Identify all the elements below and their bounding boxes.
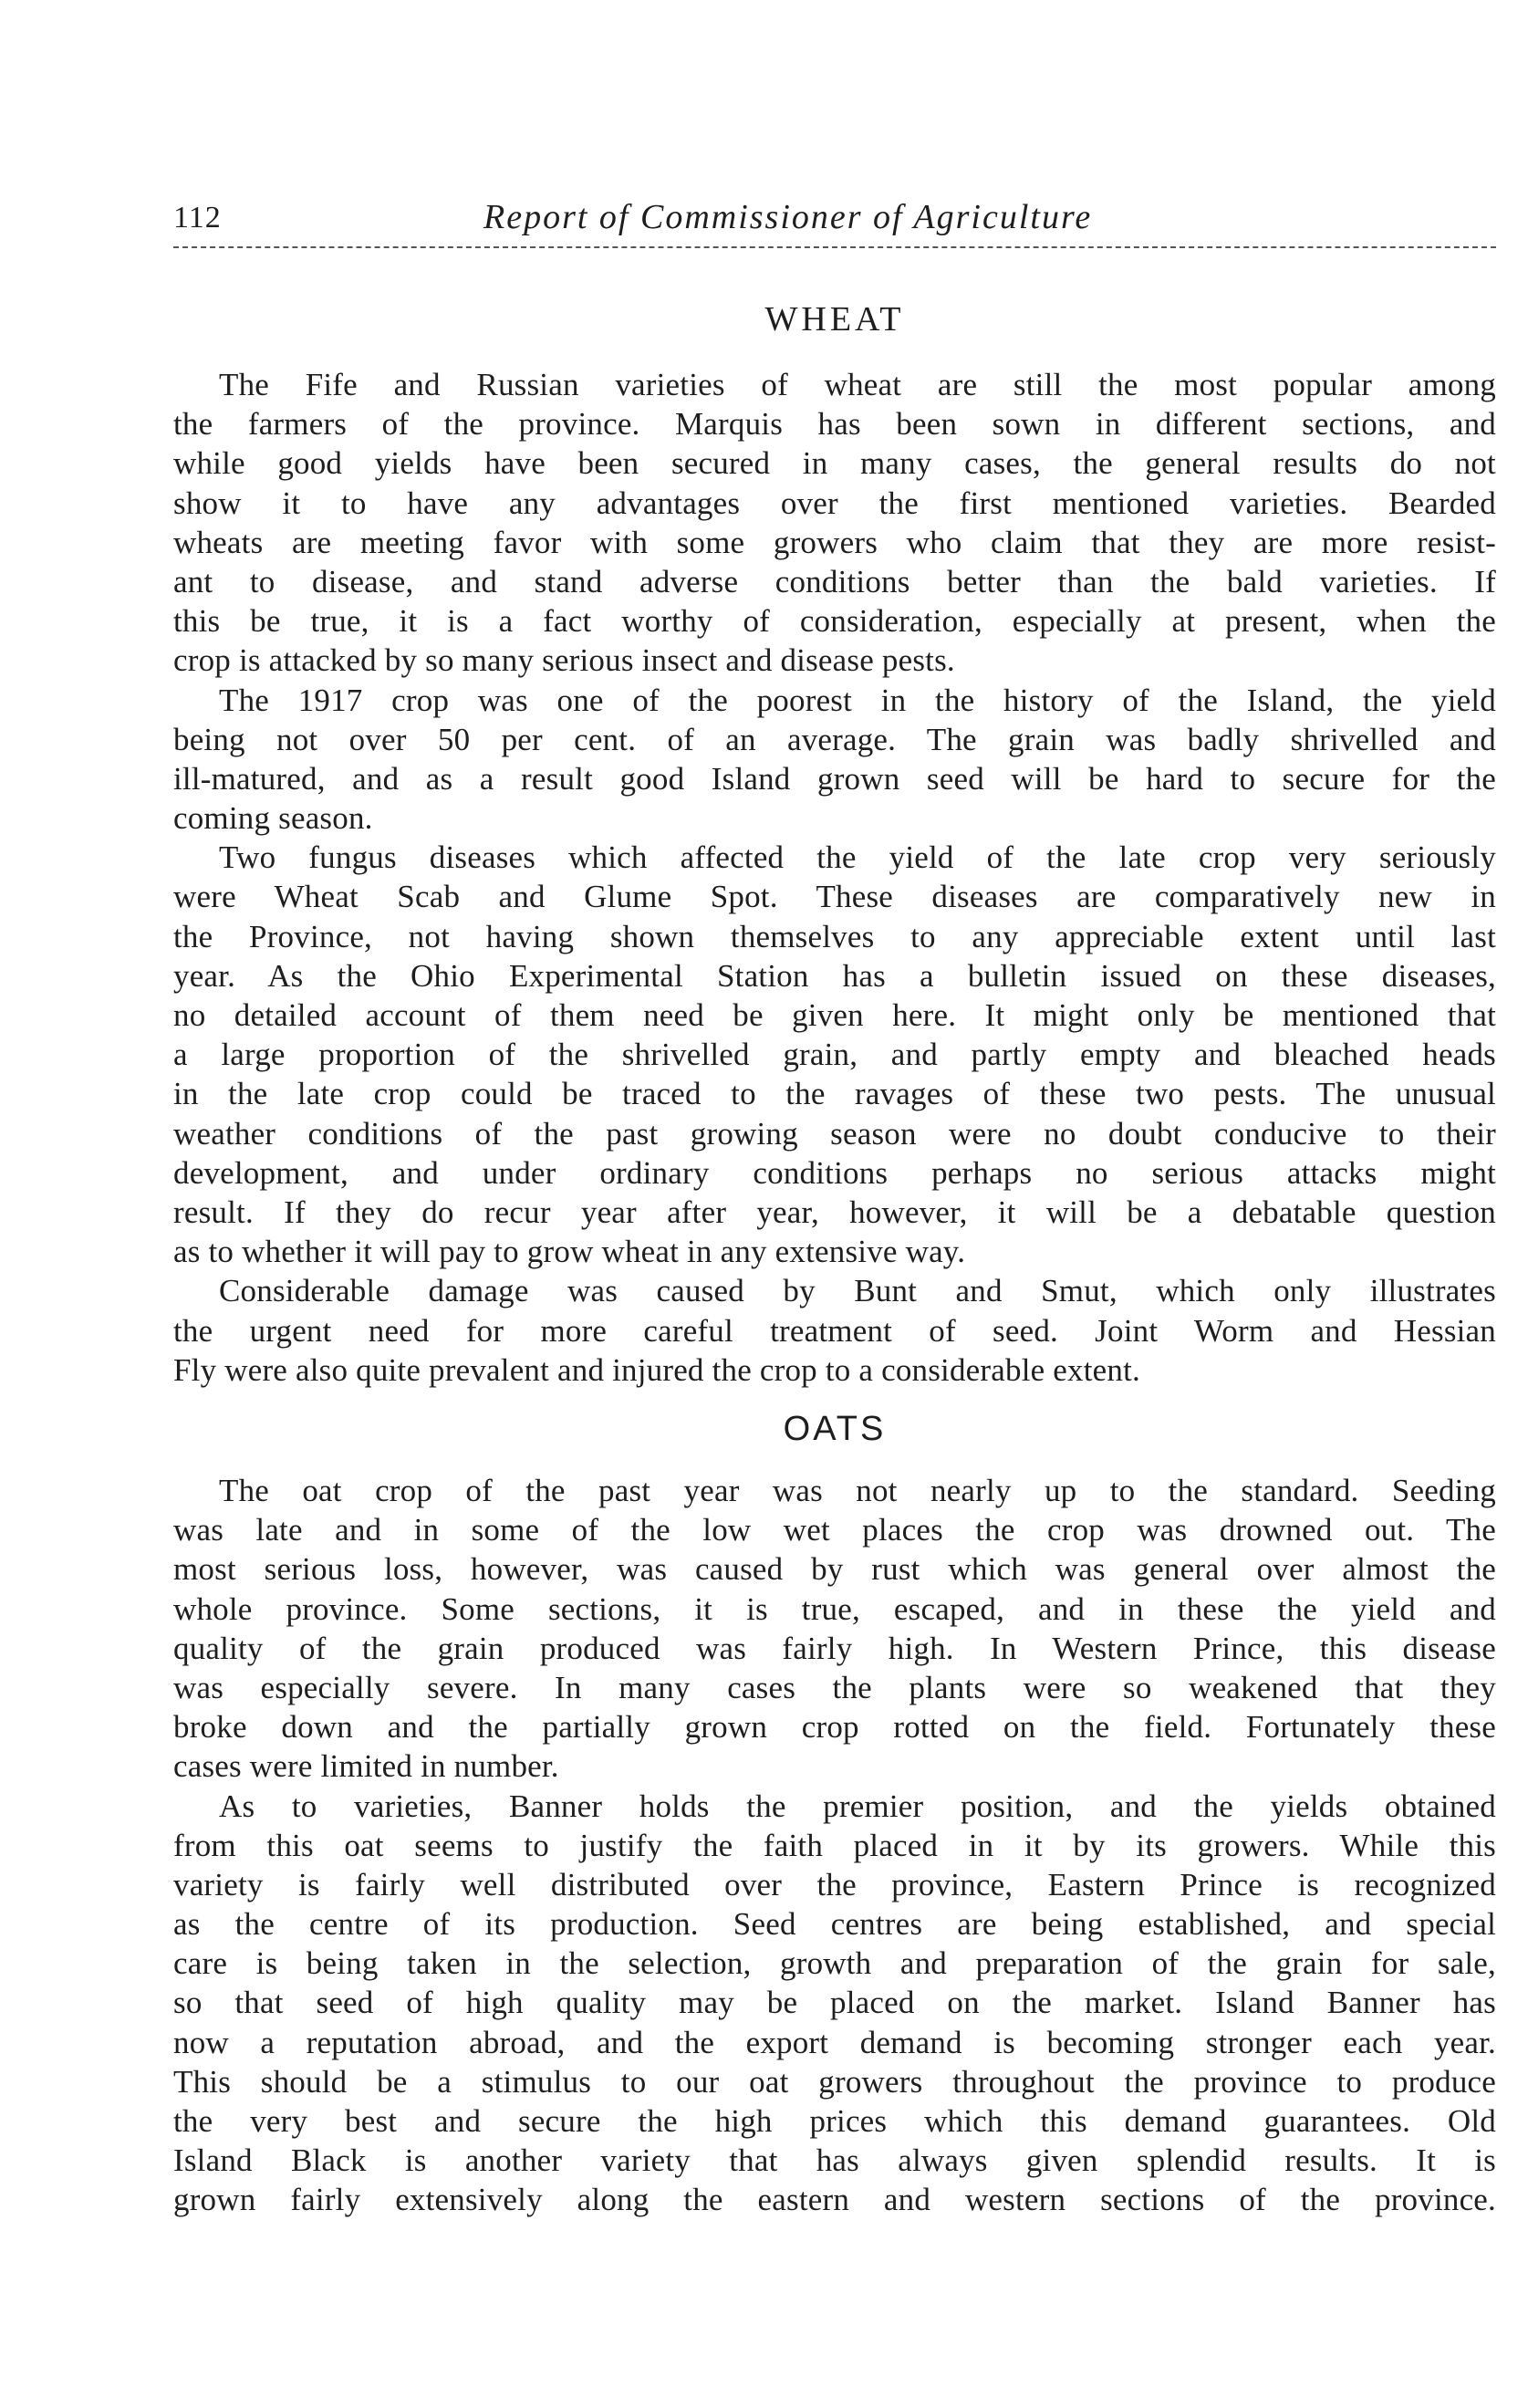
text-line: show it to have any advantages over the first mentioned varieties. Bearded: [173, 485, 1496, 521]
text-line: The oat crop of the past year was not nearly up to the standard. Seeding: [219, 1473, 1496, 1508]
text-line: Two fungus diseases which affected the yield of the late crop very seriously: [219, 839, 1496, 876]
section-body-wheat: [173, 365, 1496, 1390]
text-line: development, and under ordinary conditions perhaps no serious attacks might: [173, 1154, 1496, 1191]
text-line: ill-matured, and as a result good Island grown seed will be hard to secure for the: [173, 760, 1496, 797]
section-heading-wheat: WHEAT: [764, 300, 905, 339]
text-line: from this oat seems to justify the faith placed in it by its growers. While this: [173, 1827, 1496, 1863]
text-line: so that seed of high quality may be placed on the market. Island Banner has: [173, 1985, 1496, 2021]
text-line: in the late crop could be traced to the ravages of these two pests. The unusual: [173, 1076, 1496, 1112]
text-line: Considerable damage was caused by Bunt and Smut, which only illustrates: [219, 1273, 1496, 1309]
text-line: as to whether it will pay to grow wheat in any extensive way.: [173, 1234, 966, 1270]
header-rule: [173, 246, 1496, 248]
text-line: the urgent need for more careful treatment of seed. Joint Worm and Hessian: [173, 1312, 1496, 1349]
text-line: weather conditions of the past growing season were no doubt conducive to their: [173, 1115, 1496, 1152]
text-line: broke down and the partially grown crop rotted on the field. Fortunately these: [173, 1709, 1496, 1746]
text-line: The 1917 crop was one of the poorest in the history of the Island, the yield: [219, 682, 1496, 718]
text-line: The Fife and Russian varieties of wheat are still the most popular among: [219, 367, 1496, 402]
text-line: as the centre of its production. Seed centres are being established, and special: [173, 1906, 1496, 1943]
text-line: now a reputation abroad, and the export demand is becoming stronger each year.: [173, 2024, 1496, 2060]
text-line: variety is fairly well distributed over the province, Eastern Prince is recognized: [173, 1866, 1496, 1902]
text-line: year. As the Ohio Experimental Station has a bulletin issued on these diseases,: [173, 957, 1496, 994]
page-number: 112: [173, 201, 222, 235]
text-line: coming season.: [173, 800, 373, 837]
text-line: Island Black is another variety that has always given splendid results. It is: [173, 2142, 1496, 2179]
running-head: [173, 193, 1496, 239]
text-line: Fly were also quite prevalent and injured the crop to a considerable extent.: [173, 1351, 1140, 1388]
text-line: while good yields have been secured in many cases, the general results do not: [173, 445, 1496, 482]
text-line: wheats are meeting favor with some growers who claim that they are more resist-: [173, 524, 1496, 560]
text-line: As to varieties, Banner holds the premier position, and the yields obtained: [219, 1788, 1496, 1824]
text-line: This should be a stimulus to our oat growers throughout the province to produce: [173, 2063, 1496, 2100]
text-line: whole province. Some sections, it is true, escaped, and in these the yield and: [173, 1590, 1496, 1627]
text-line: being not over 50 per cent. of an average. The grain was badly shrivelled and: [173, 721, 1496, 757]
text-line: no detailed account of them need be given here. It might only be mentioned that: [173, 997, 1496, 1033]
text-line: quality of the grain produced was fairly high. In Western Prince, this disease: [173, 1630, 1496, 1666]
text-line: were Wheat Scab and Glume Spot. These diseases are comparatively new in: [173, 879, 1496, 915]
text-line: most serious loss, however, was caused by rust which was general over almost the: [173, 1551, 1496, 1588]
text-line: the farmers of the province. Marquis has been sown in different sections, and: [173, 406, 1496, 443]
text-line: care is being taken in the selection, growth and preparation of the grain for sale,: [173, 1945, 1496, 1982]
section-heading-oats: OATS: [783, 1410, 887, 1448]
text-line: ant to disease, and stand adverse conditions better than the bald varieties. If: [173, 563, 1496, 599]
text-line: crop is attacked by so many serious insect and disease pests.: [173, 642, 955, 679]
text-line: the Province, not having shown themselves to any appreciable extent until last: [173, 918, 1496, 954]
text-line: cases were limited in number.: [173, 1748, 559, 1785]
text-line: a large proportion of the shrivelled grain, and partly empty and bleached heads: [173, 1037, 1496, 1073]
text-line: this be true, it is a fact worthy of consideration, especially at present, when the: [173, 603, 1496, 640]
text-line: was especially severe. In many cases the plants were so weakened that they: [173, 1669, 1496, 1705]
section-body-oats: [173, 1471, 1496, 2220]
running-title: Report of Commissioner of Agriculture: [483, 198, 1093, 236]
text-line: was late and in some of the low wet places the crop was drowned out. The: [173, 1512, 1496, 1548]
text-line: result. If they do recur year after year, however, it will be a debatable question: [173, 1194, 1496, 1230]
text-line: grown fairly extensively along the eastern and western sections of the province.: [173, 2182, 1496, 2218]
text-line: the very best and secure the high prices which this demand guarantees. Old: [173, 2103, 1496, 2139]
